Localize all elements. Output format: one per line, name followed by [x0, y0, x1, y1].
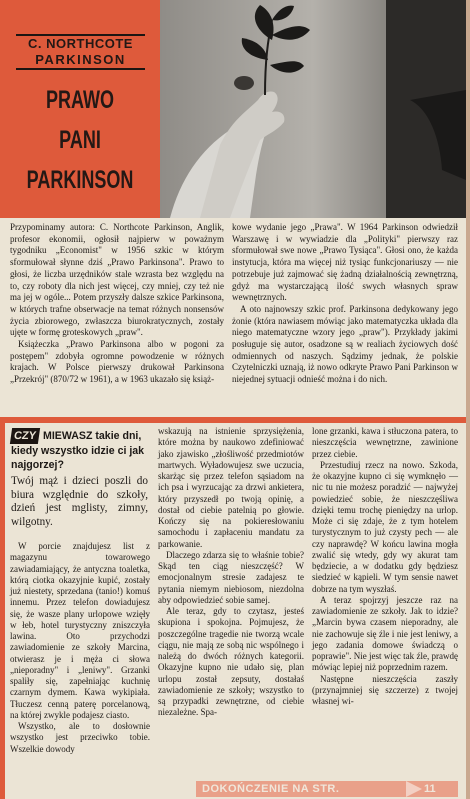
body-paragraph: A teraz spojrzyj jeszcze raz na zawiadomienie ze szkoły. Jak to idzie? „Marcin bywa czasem nieporadny, ale nie zachowuje się źle i nie jest leniwy, a jego zadania domowe świadczą o poprawie". Nie jest więc tak źle, prawdę mówiąc lepiej niż poprzednim razem. — [312, 594, 458, 673]
author-last-line: PARKINSON — [35, 52, 126, 67]
body-column-3 — [312, 426, 458, 707]
body-column-2 — [158, 426, 304, 719]
intro-column-1 — [10, 222, 224, 386]
body-paragraph: lone grzanki, kawa i stłuczona patera, to nieszczęścia wewnętrzne, zawinione przez ciebie. — [312, 426, 458, 459]
body-paragraph: Przestudiuj rzecz na nowo. Szkoda, że okazyjne kupno ci się wymknęło — nic tu nie możesz poradzić — najwyżej powiedzieć sobie, że nieszczęśliwa dzięki temu trochę pieniędzy na urlop. Może ci się zdaje, że z tym hotelem turystycznym to już czysty pech — ale czy naprawdę? W końcu lawina mogła zwalić się wtedy, gdy wy akurat tam będziecie, a w dodatku gdy będziesz siedzieć w kąpieli. W tym sensie nawet dobrze na tym wyszłaś. — [312, 459, 458, 594]
body-column-1 — [10, 541, 150, 755]
continuation-page-number: 11 — [424, 783, 436, 795]
author-block — [14, 34, 147, 70]
intro-paragraph: A oto najnowszy szkic prof. Parkinsona dedykowany jego żonie (która nawiasem mówiąc jako matematyczka układa dla niego matematyczne wzory jego „praw"). Przykłady jakimi posługuje się autor, osadzone są w realiach życiowych dość odmiennych od naszych. Sądzimy jednak, że polskie Czytelniczki uznają, iż nowo odkryte Prawo Pani Parkinson w niejednej sytuacji odnieść można i do nich. — [232, 303, 458, 385]
lead-heading-text: MIEWASZ takie dni, kiedy wszystko idzie ci jak najgorzej? — [11, 430, 145, 471]
body-paragraph: Następne nieszczęścia zaszły (przynajmniej się szczerze) z twojej własnej wi- — [312, 673, 458, 706]
body-paragraph: Wszystko, ale to dosłownie wszystko jest przeciwko tobie. Wszelkie dowody — [10, 721, 150, 754]
intro-paragraph: Książeczka „Prawo Parkinsona albo w pogoni za postępem" zdobyła ogromne powodzenie w różnych krajach. W Polsce pierwszy drukował Parkinsona „Przekrój" (870/72 w 1961), a w 1963 ukazało się książ- — [10, 339, 224, 385]
czy-tag: CZY — [10, 428, 40, 444]
page-edge — [466, 0, 470, 799]
author-first-line: C. NORTHCOTE — [28, 36, 133, 51]
body-paragraph: Dlaczego zdarza się to właśnie tobie? Skąd ten ciąg nieszczęść? W emocjonalnym stresie zadajesz te pytania niemym niebiosom, niezdolna aby odpowiedzieć sobie samej. — [158, 549, 304, 605]
body-paragraph: Ale teraz, gdy to czytasz, jesteś skupiona i spokojna. Pojmujesz, że poszczególne tragedie nie tworzą wcale ciągu, nie mają ze sobą nic wspólnego i należą do dwóch różnych kategorii. Okazyjne kupno nie udało się, plan urlopu został zepsuty, dostałaś zawiadomienie ze szkoły; wszystko to są przypadki zewnętrzne, od ciebie niezależne. Spa- — [158, 606, 304, 718]
continuation-text: DOKOŃCZENIE NA STR. — [202, 783, 340, 795]
author-rule-bottom — [16, 68, 145, 70]
intro-paragraph: kowe wydanie jego „Prawa". W 1964 Parkinson odwiedził Warszawę i w wywiadzie dla „Polityki" pierwszy raz sformułował swe nowe „Prawo Tysiąca". Głosi ono, że każda instytucja, która ma więcej niż tysiąc funkcjonariuszy — nie potrzebuje już zajmować się żadną działalnością zewnętrzną, gdyż ma wystarczającą ilość swych własnych spraw wewnętrznych. — [232, 222, 458, 303]
lead-subheading: Twój mąż i dzieci poszli do biura względnie do szkoły, dzień jest mglisty, zimny, wilgotny. — [11, 475, 148, 528]
title-line-3: PARKINSON — [26, 166, 134, 194]
lead-block — [11, 428, 148, 529]
body-paragraph: W porcie znajdujesz list z magazynu towarowego zawiadamiający, że antyczna toaletka, którą ciotka okazyjnie kupić, zostały już niestety, sprzedana (tanio!) komuś innemu. Przez telefon dowiadujesz się, że wasze plany urlopowe wzięły w łeb, hotel turystyczny zniszczyła lawina. Oto przychodzi zawiadomienie ze szkoły Marcina, otwierasz je i męża ci słowa „nieporadny" i „leniwy". Grzanki spaliły się, zapełniając kuchnię czarnym dymem. Kawa wykipiała. Tłuczesz cenną paterę porcelanową, na której zwykle podajesz ciasto. — [10, 541, 150, 720]
hand-holding-leaves-photo — [160, 0, 466, 218]
left-accent-strip — [0, 423, 5, 799]
title-panel — [0, 0, 160, 218]
continuation-banner[interactable] — [196, 781, 458, 797]
title-line-2: PANI — [59, 126, 101, 154]
intro-column-2 — [232, 222, 458, 386]
title-line-1: PRAWO — [45, 86, 114, 114]
lead-heading — [11, 428, 148, 472]
section-divider — [0, 417, 466, 423]
body-paragraph: wskazują na istnienie sprzysiężenia, które można by naukowo zdefiniować jako zjawisko „złośliwość przedmiotów martwych. Wyładowujesz swe uczucia, skarżąc się przez telefon sąsiadom na ich psa i wyrzucając za drzwi ankietera, który przyszedł po twoją opinię, a dostał od ciebie patelnią po głowie. Kończy się na pokieresłowaniu samochodu i zapłaceniu mandatu za parkowanie. — [158, 426, 304, 549]
intro-paragraph: Przypominamy autora: C. Northcote Parkinson, Anglik, profesor ekonomii, ogłosił najpierw w poważnym tygodniku „Economist" w 1956 szkic w którym sformułował słynne dziś „Prawo Parkinsona". Prawo to głosi, że liczba urzędników stale wzrasta bez względu na to, czy roboty dla nich jest więcej, czy mniej, czy też nie ma jej w ogóle... Potem przyszły dalsze szkice Parkinsona, w których trafne obserwacje na temat różnych nonsensów życia zbiorowego, zwłaszcza biurokratycznych, zostały ujęte w formę groteskowych „praw". — [10, 222, 224, 338]
